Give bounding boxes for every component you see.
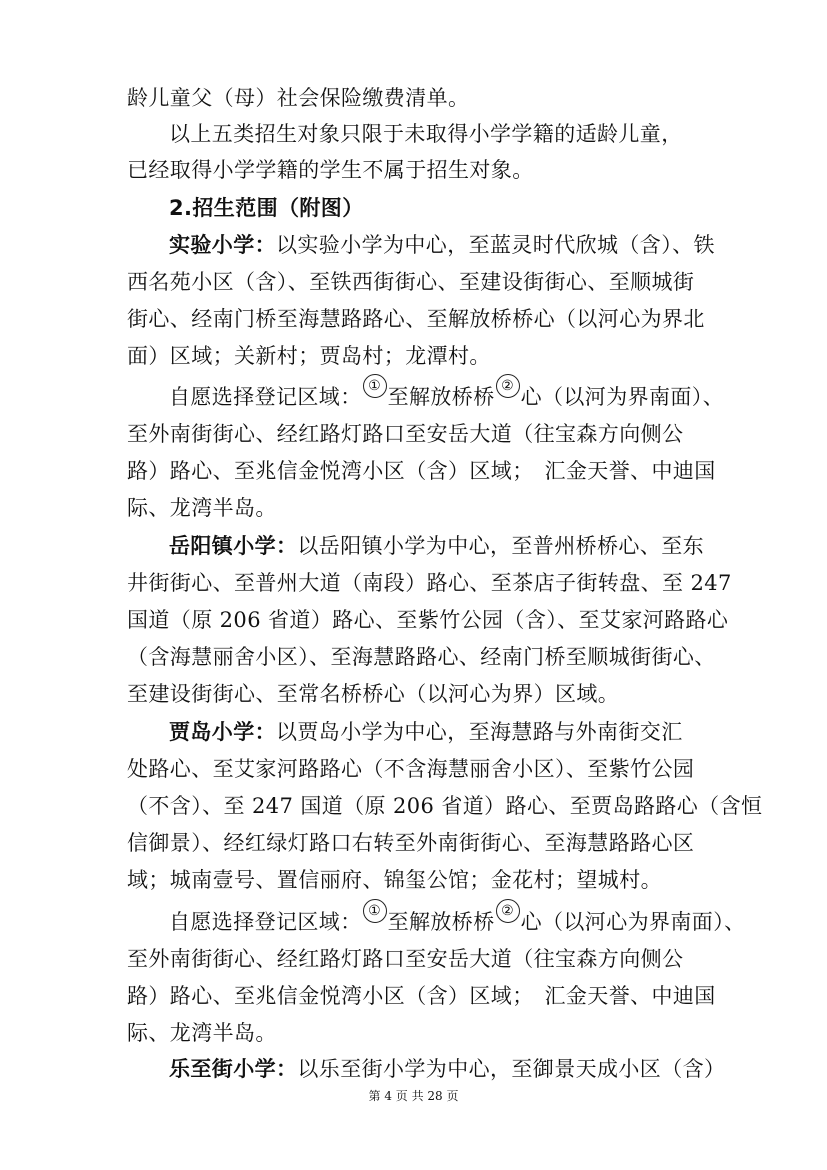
text-line: 已经取得小学学籍的学生不属于招生对象。 (127, 158, 534, 182)
text-span: 以实验小学为中心，至蓝灵时代欣城（含）、铁 (276, 233, 715, 257)
text-line (169, 378, 725, 412)
text-line: 至外南街街心、经红路灯路口至安岳大道（往宝森方向侧公 (127, 422, 684, 446)
circled-number-two: ② (496, 374, 520, 398)
text-span: 以贾岛小学为中心，至海慧路与外南街交汇 (276, 720, 683, 744)
text-span: 自愿选择登记区域： (169, 385, 362, 409)
text-line: （含海慧丽舍小区）、至海慧路路心、经南门桥至顺城街街心、 (127, 645, 716, 669)
text-line (169, 531, 704, 561)
school-name: 乐至街小学： (169, 1057, 298, 1081)
text-line: 处路心、至艾家河路路心（不含海慧丽舍小区）、至紫竹公园 (127, 757, 695, 781)
text-span: 至解放桥桥 (387, 385, 495, 409)
text-line: 街心、经南门桥至海慧路路心、至解放桥桥心（以河心为界北 (127, 307, 705, 331)
text-line (169, 1054, 725, 1084)
text-line: 路）路心、至兆信金悦湾小区（含）区域； 汇金天誉、中迪国 (127, 984, 716, 1008)
text-line: 际、龙湾半岛。 (127, 1021, 277, 1045)
page-footer: 第 4 页 共 28 页 (368, 1089, 459, 1103)
text-line: 龄儿童父（母）社会保险缴费清单。 (127, 86, 470, 110)
text-line (169, 903, 746, 937)
text-line: 面）区域；关新村；贾岛村；龙潭村。 (127, 344, 491, 368)
text-span: 以乐至街小学为中心，至御景天成小区（含） (297, 1057, 726, 1081)
circled-number-one: ① (363, 899, 387, 923)
section-heading: 2.招生范围（附图） (169, 196, 364, 220)
text-line (169, 717, 683, 747)
text-line: 信御景）、经红绿灯路口右转至外南街街心、至海慧路路心区 (127, 831, 695, 855)
text-line: （不含）、至 247 国道（原 206 省道）路心、至贾岛路路心（含恒 (127, 794, 763, 818)
circled-number-two: ② (496, 899, 520, 923)
school-name: 岳阳镇小学： (169, 534, 298, 558)
text-line: 路）路心、至兆信金悦湾小区（含）区域； 汇金天誉、中迪国 (127, 459, 716, 483)
text-line: 域；城南壹号、置信丽府、锦玺公馆；金花村；望城村。 (127, 868, 662, 892)
text-line: 国道（原 206 省道）路心、至紫竹公园（含）、至艾家河路路心 (127, 608, 729, 632)
text-line (169, 230, 715, 260)
school-name: 贾岛小学： (169, 720, 276, 744)
text-span: 心（以河为界南面）、 (520, 385, 725, 409)
text-span: 心（以河心为界南面）、 (520, 910, 746, 934)
text-line: 至建设街街心、至常名桥桥心（以河心为界）区域。 (127, 682, 620, 706)
text-line: 际、龙湾半岛。 (127, 496, 277, 520)
text-line: 以上五类招生对象只限于未取得小学学籍的适龄儿童， (169, 122, 683, 146)
text-line: 西名苑小区（含）、至铁西街街心、至建设街街心、至顺城街 (127, 270, 695, 294)
school-name: 实验小学： (169, 233, 276, 257)
text-line: 井街街心、至普州大道（南段）路心、至茶店子街转盘、至 247 (127, 571, 732, 595)
text-span: 自愿选择登记区域： (169, 910, 362, 934)
text-span: 以岳阳镇小学为中心，至普州桥桥心、至东 (297, 534, 705, 558)
text-span: 至解放桥桥 (387, 910, 495, 934)
circled-number-one: ① (363, 374, 387, 398)
text-line: 至外南街街心、经红路灯路口至安岳大道（往宝森方向侧公 (127, 947, 684, 971)
